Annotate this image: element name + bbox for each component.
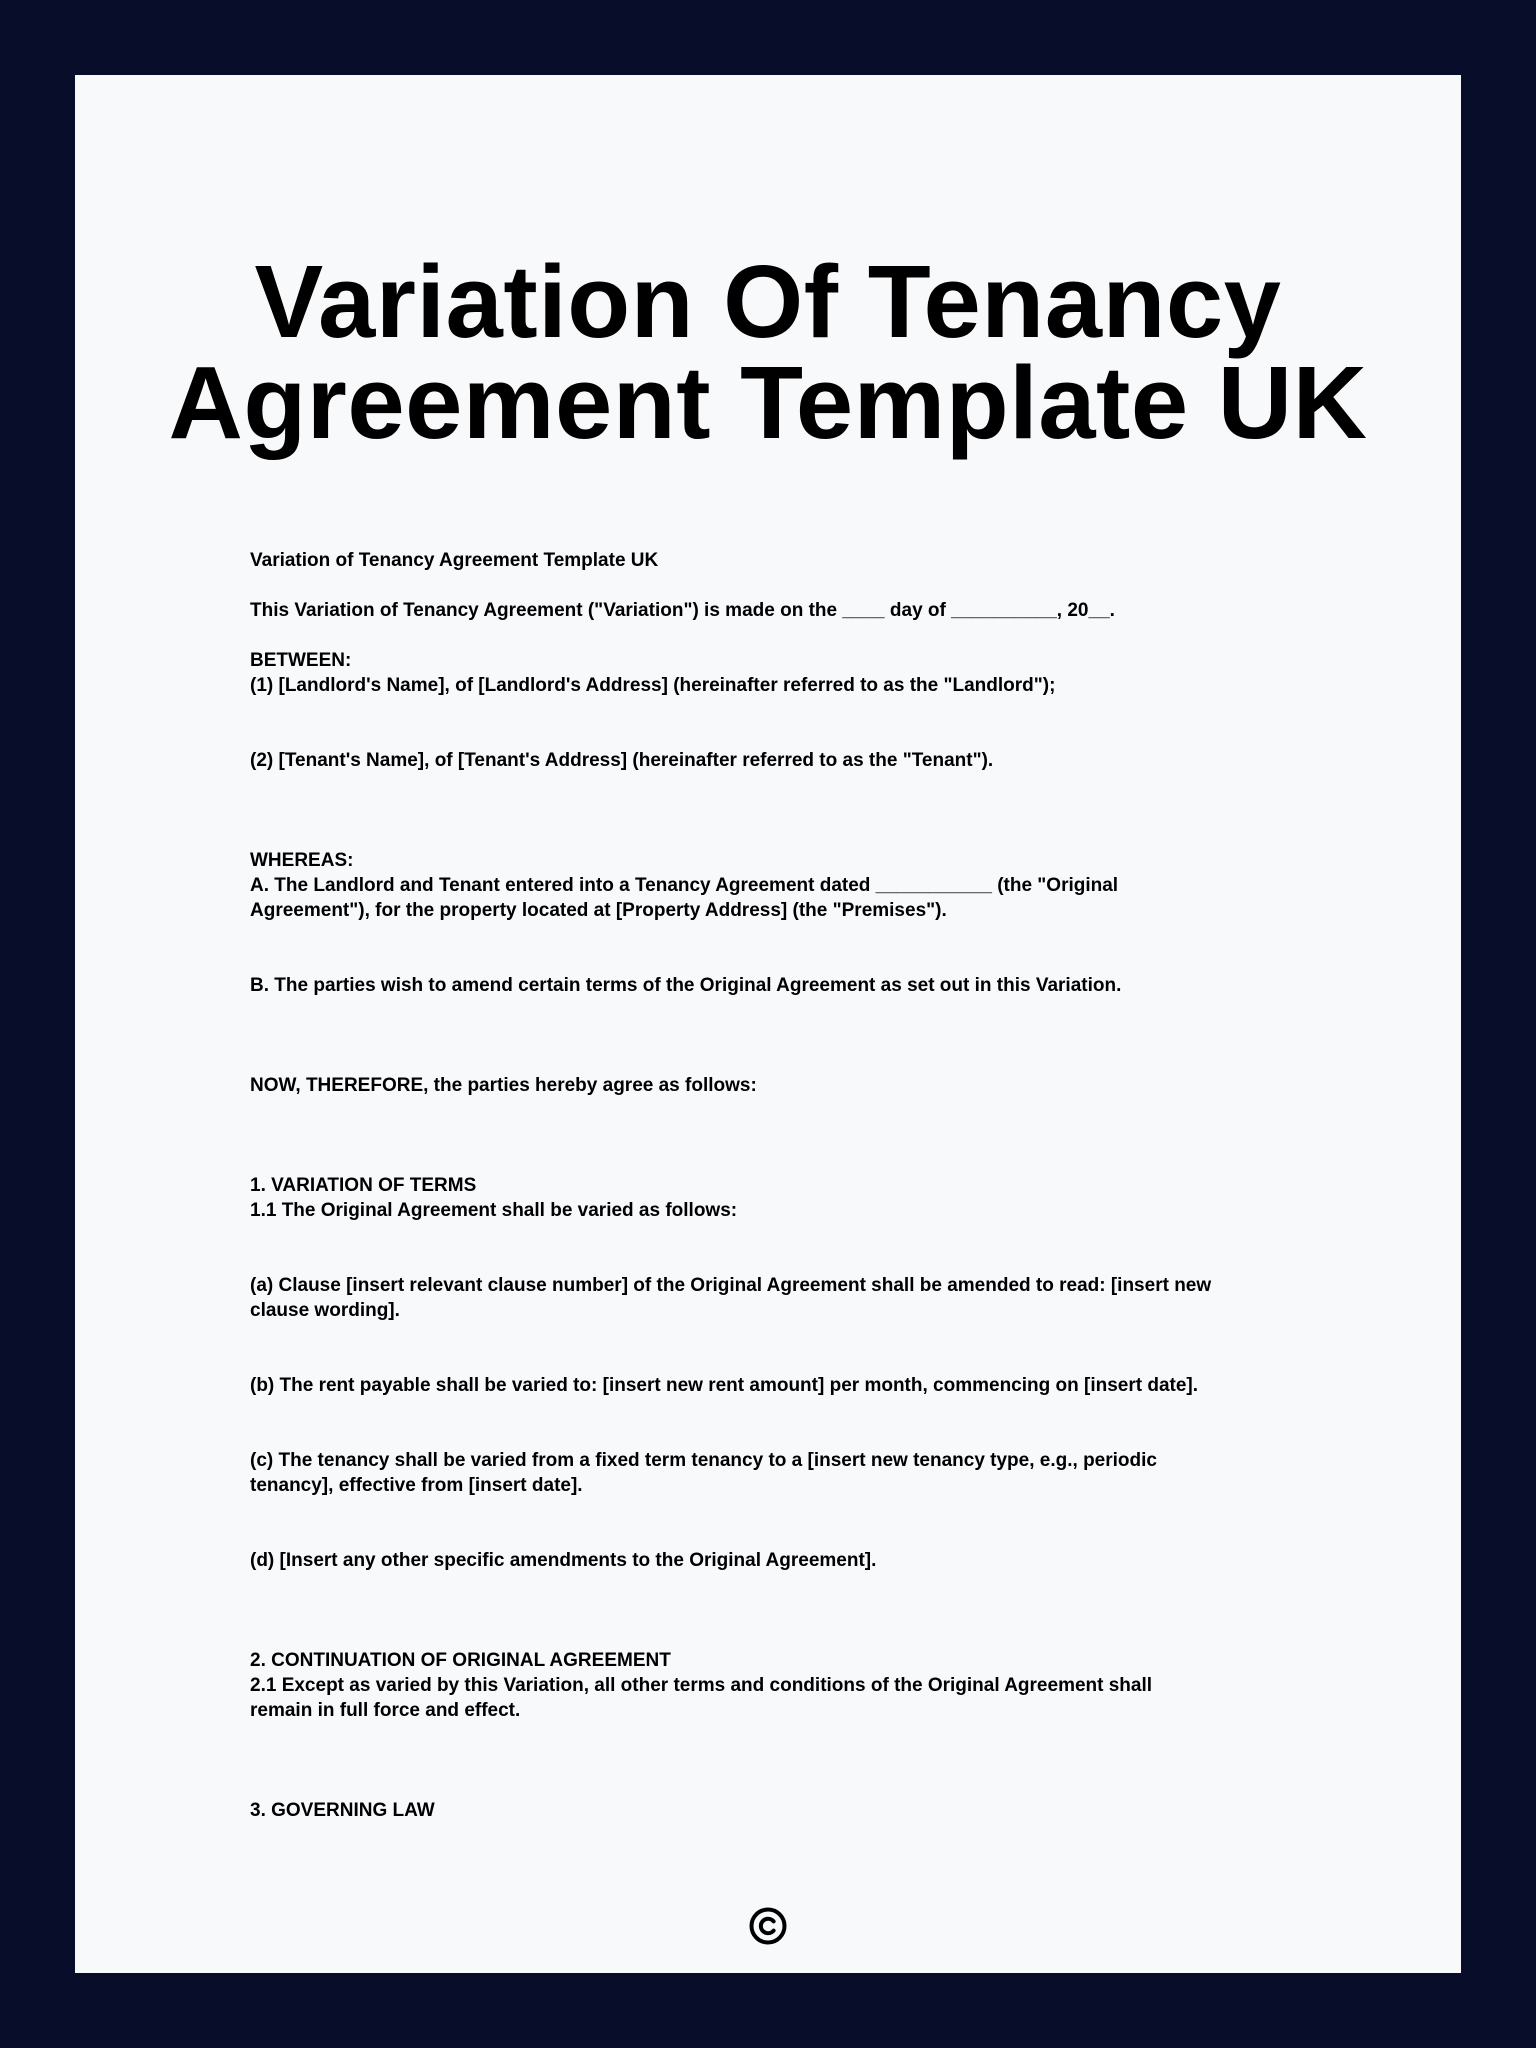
between-heading: BETWEEN: [250, 650, 352, 671]
document-body [250, 548, 1370, 1823]
clause-1-1-c-line-2: tenancy], effective from [insert date]. [250, 1475, 583, 1496]
title-line-2: Agreement Template UK [168, 345, 1368, 460]
clause-1-1-d: (d) [Insert any other specific amendments to the Original Agreement]. [250, 1550, 877, 1571]
section-1-heading: 1. VARIATION OF TERMS [250, 1175, 477, 1196]
section-3-heading: 3. GOVERNING LAW [250, 1800, 435, 1821]
section-2-heading: 2. CONTINUATION OF ORIGINAL AGREEMENT [250, 1650, 671, 1671]
document-page [75, 75, 1461, 1973]
recital-a-line-2: Agreement"), for the property located at [Property Address] (the "Premises"). [250, 900, 947, 921]
clause-1-1: 1.1 The Original Agreement shall be varied as follows: [250, 1200, 738, 1221]
recital-a-line-1: A. The Landlord and Tenant entered into a Tenancy Agreement dated ___________ (the "Original [250, 875, 1119, 896]
agreement-statement: NOW, THEREFORE, the parties hereby agree as follows: [250, 1075, 757, 1096]
clause-2-1-line-2: remain in full force and effect. [250, 1700, 521, 1721]
copyright-icon [749, 1907, 787, 1945]
clause-2-1-line-1: 2.1 Except as varied by this Variation, all other terms and conditions of the Original Agreement shall [250, 1675, 1153, 1696]
recital-b: B. The parties wish to amend certain terms of the Original Agreement as set out in this Variation. [250, 975, 1122, 996]
doc-heading: Variation of Tenancy Agreement Template UK [250, 550, 659, 571]
party-landlord: (1) [Landlord's Name], of [Landlord's Address] (hereinafter referred to as the "Landlord"); [250, 675, 1056, 696]
preamble: This Variation of Tenancy Agreement ("Variation") is made on the ____ day of __________, 20__. [250, 600, 1115, 621]
clause-1-1-a-line-2: clause wording]. [250, 1300, 400, 1321]
clause-1-1-a-line-1: (a) Clause [insert relevant clause number] of the Original Agreement shall be amended to read: [insert new [250, 1275, 1212, 1296]
whereas-heading: WHEREAS: [250, 850, 354, 871]
document-title [75, 244, 1461, 460]
party-tenant: (2) [Tenant's Name], of [Tenant's Address] (hereinafter referred to as the "Tenant"). [250, 750, 994, 771]
clause-1-1-c-line-1: (c) The tenancy shall be varied from a fixed term tenancy to a [insert new tenancy type, e.g., periodic [250, 1450, 1157, 1471]
clause-1-1-b: (b) The rent payable shall be varied to: [insert new rent amount] per month, commencing on [insert date]. [250, 1375, 1199, 1396]
title-line-1: Variation Of Tenancy [254, 244, 1282, 359]
